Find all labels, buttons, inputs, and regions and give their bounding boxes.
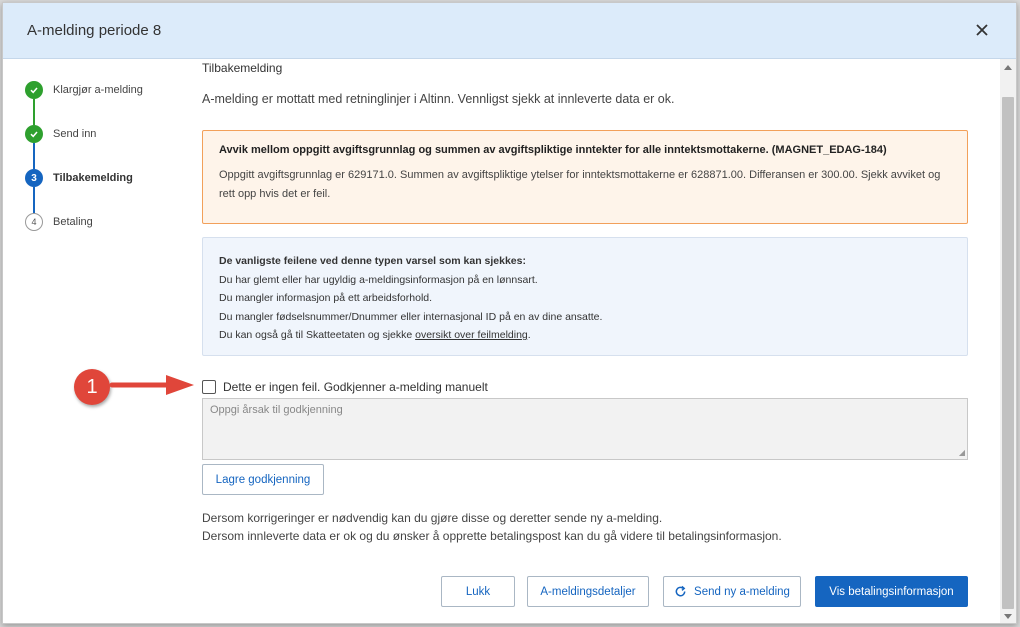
resend-button[interactable] <box>663 576 801 607</box>
approve-row <box>202 380 488 394</box>
info-line: Du mangler informasjon på ett arbeidsforhold. <box>219 292 433 304</box>
info-title: De vanligste feilene ved denne typen varsel som kan sjekkes: <box>219 255 526 267</box>
info-line-prefix: Du kan også gå til Skatteetaten og sjekke <box>219 329 416 341</box>
scrollbar[interactable] <box>1000 59 1016 624</box>
approve-checkbox-label[interactable]: Dette er ingen feil. Godkjenner a-melding manuelt <box>223 380 488 394</box>
warning-box <box>202 130 968 224</box>
step-connector <box>33 143 35 169</box>
step-connector <box>33 99 35 125</box>
step-connector <box>33 187 35 213</box>
resend-button-label: Send ny a-melding <box>694 585 790 598</box>
footer-line: Dersom innleverte data er ok og du ønsker å opprette betalingspost kan du gå videre til betalingsinformasjon. <box>202 529 782 543</box>
info-line-suffix: . <box>527 329 531 341</box>
show-payment-button[interactable]: Vis betalingsinformasjon <box>815 576 968 607</box>
close-icon[interactable] <box>968 16 996 44</box>
info-line <box>219 326 951 345</box>
warning-title: Avvik mellom oppgitt avgiftsgrunnlag og summen av avgiftspliktige inntekter for alle inntektsmottakerne. (MAGNET_EDAG-184) <box>219 144 887 156</box>
footer-text <box>202 509 782 545</box>
step-label: Klargjør a-melding <box>53 84 143 96</box>
step-label: Tilbakemelding <box>53 172 133 184</box>
step-send-inn[interactable] <box>25 125 175 169</box>
intro-text: A-melding er mottatt med retninglinjer i Altinn. Vennligst sjekk at innleverte data er ok. <box>202 92 675 106</box>
annotation-arrow-icon <box>108 372 198 398</box>
refresh-icon <box>674 585 687 598</box>
details-button[interactable]: A-meldingsdetaljer <box>527 576 649 607</box>
section-title: Tilbakemelding <box>202 61 283 75</box>
scroll-up-icon[interactable] <box>1004 65 1012 70</box>
info-line: Du mangler fødselsnummer/Dnummer eller internasjonal ID på en av dine ansatte. <box>219 310 603 323</box>
step-betaling[interactable] <box>25 213 175 257</box>
warning-text: Oppgitt avgiftsgrunnlag er 629171.0. Summen av avgiftspliktige ytelser for inntektsmottakerne er 628871.00. Differansen er 300.00. Sjekk avviket og rett opp hvis det er feil. <box>219 169 941 200</box>
scroll-down-icon[interactable] <box>1004 614 1012 619</box>
dialog-title: A-melding periode 8 <box>27 22 162 39</box>
feilmelding-link[interactable]: oversikt over feilmelding <box>415 329 528 341</box>
step-label: Send inn <box>53 128 97 140</box>
stepper <box>25 81 175 257</box>
step-number: 4 <box>25 213 43 231</box>
scrollbar-thumb[interactable] <box>1002 97 1014 609</box>
resize-handle-icon[interactable]: ◢ <box>958 448 965 457</box>
dialog-header <box>3 3 1016 59</box>
save-approval-button[interactable]: Lagre godkjenning <box>202 464 324 495</box>
check-icon <box>25 81 43 99</box>
reason-textarea[interactable] <box>202 398 968 460</box>
info-box <box>202 237 968 356</box>
check-icon <box>25 125 43 143</box>
a-melding-dialog <box>2 2 1017 624</box>
step-tilbakemelding[interactable] <box>25 169 175 213</box>
step-number: 3 <box>25 169 43 187</box>
info-line: Du har glemt eller har ugyldig a-meldingsinformasjon på en lønnsart. <box>219 273 538 286</box>
close-button[interactable]: Lukk <box>441 576 515 607</box>
annotation-marker: 1 <box>74 369 110 405</box>
approve-checkbox[interactable] <box>202 380 216 394</box>
reason-placeholder: Oppgi årsak til godkjenning <box>210 404 343 416</box>
step-label: Betaling <box>53 216 93 228</box>
step-klargjor[interactable] <box>25 81 175 125</box>
footer-line: Dersom korrigeringer er nødvendig kan du gjøre disse og deretter sende ny a-melding. <box>202 511 663 525</box>
